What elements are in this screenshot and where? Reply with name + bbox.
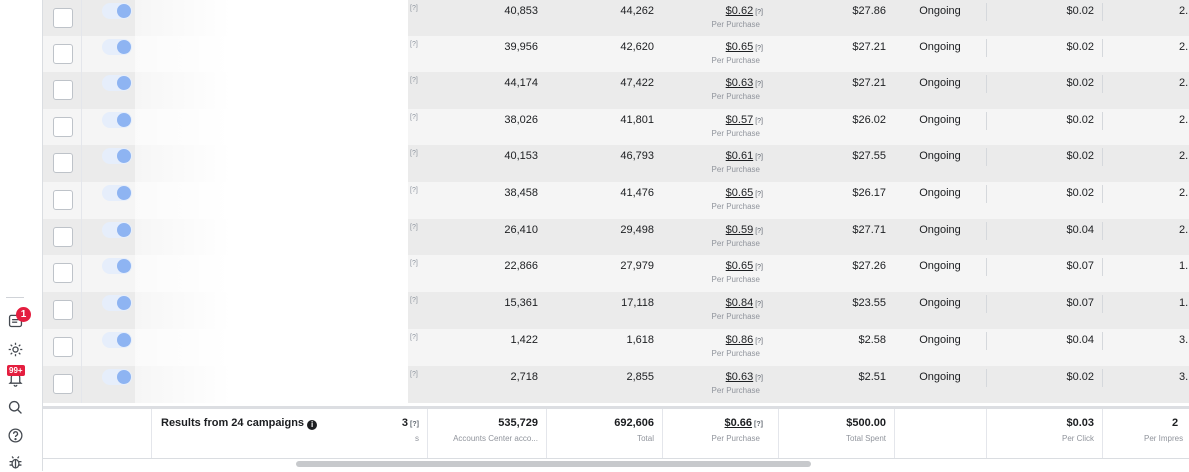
campaign-toggle[interactable] [102, 222, 132, 238]
cost-per-purchase-link[interactable]: $0.63 [725, 77, 754, 89]
cost-per-purchase-link[interactable]: $0.86 [725, 334, 754, 346]
row-select-cell [43, 219, 82, 256]
accounts-center-cell: 26,410 [504, 224, 538, 236]
cost-per-purchase-link[interactable]: $0.65 [725, 41, 754, 53]
total-cell: 2,855 [626, 371, 654, 383]
toggle-knob [117, 149, 131, 163]
info-mark[interactable]: [?] [410, 297, 418, 304]
row-checkbox[interactable] [53, 117, 73, 137]
truncated-metric-cell: 2. [1179, 77, 1189, 89]
table-row[interactable] [43, 255, 1189, 292]
cost-per-purchase-cell: $0.57 [?] Per Purchase [711, 114, 763, 138]
cost-per-click-cell: $0.02 [1066, 371, 1094, 383]
info-icon[interactable]: i [307, 420, 317, 430]
table-row[interactable] [43, 36, 1189, 73]
schedule-status-cell: Ongoing [919, 334, 961, 346]
info-mark[interactable]: [?] [410, 224, 418, 231]
summary-status-blank-cell [894, 409, 987, 461]
truncated-metric-cell: 2. [1179, 5, 1189, 17]
cost-per-purchase-link[interactable]: $0.63 [725, 371, 754, 383]
accounts-center-cell: 1,422 [510, 334, 538, 346]
row-checkbox[interactable] [53, 8, 73, 28]
toggle-knob [117, 223, 131, 237]
amount-spent-cell: $26.17 [852, 187, 886, 199]
amount-spent-cell: $27.21 [852, 77, 886, 89]
row-select-cell [43, 145, 82, 182]
campaign-toggle[interactable] [102, 369, 132, 385]
schedule-status-cell: Ongoing [919, 260, 961, 272]
row-select-cell [43, 0, 82, 37]
cost-per-click-cell: $0.02 [1066, 187, 1094, 199]
toggle-knob [117, 333, 131, 347]
info-mark[interactable]: [?] [410, 41, 418, 48]
campaign-name-cell[interactable] [135, 366, 408, 403]
row-checkbox[interactable] [53, 227, 73, 247]
settings-icon[interactable] [5, 339, 25, 359]
schedule-status-cell: Ongoing [919, 5, 961, 17]
accounts-center-cell: 38,458 [504, 187, 538, 199]
info-mark[interactable]: [?] [410, 260, 418, 267]
cost-per-purchase-link[interactable]: $0.84 [725, 297, 754, 309]
cost-per-purchase-link[interactable]: $0.61 [725, 150, 754, 162]
info-mark[interactable]: [?] [410, 371, 418, 378]
row-checkbox[interactable] [53, 190, 73, 210]
table-row[interactable] [43, 72, 1189, 109]
campaign-toggle[interactable] [102, 75, 132, 91]
row-checkbox[interactable] [53, 263, 73, 283]
schedule-status-cell: Ongoing [919, 77, 961, 89]
left-nav-rail [0, 0, 30, 471]
cost-per-purchase-link[interactable]: $0.65 [725, 260, 754, 272]
table-row[interactable] [43, 182, 1189, 219]
row-select-cell [43, 329, 82, 366]
scrollbar-thumb[interactable] [296, 461, 811, 467]
cost-per-click-cell: $0.07 [1066, 260, 1094, 272]
bug-icon[interactable] [5, 452, 25, 472]
cost-per-click-cell: $0.02 [1066, 41, 1094, 53]
schedule-status-cell: Ongoing [919, 114, 961, 126]
schedule-status-cell: Ongoing [919, 224, 961, 236]
row-select-cell [43, 72, 82, 109]
search-icon[interactable] [5, 397, 25, 417]
accounts-center-cell: 38,026 [504, 114, 538, 126]
campaign-toggle[interactable] [102, 39, 132, 55]
row-checkbox[interactable] [53, 374, 73, 394]
accounts-center-cell: 2,718 [510, 371, 538, 383]
amount-spent-cell: $27.86 [852, 5, 886, 17]
truncated-metric-cell: 2. [1179, 187, 1189, 199]
cost-per-click-cell: $0.04 [1066, 224, 1094, 236]
truncated-metric-cell: 2. [1179, 41, 1189, 53]
accounts-center-cell: 44,174 [504, 77, 538, 89]
total-cell: 17,118 [621, 297, 654, 309]
table-row[interactable] [43, 0, 1189, 37]
table-row[interactable] [43, 109, 1189, 146]
cost-per-purchase-cell: $0.61 [?] Per Purchase [711, 150, 763, 174]
alerts-count-badge: 99+ [9, 366, 23, 375]
horizontal-scrollbar[interactable] [43, 458, 1189, 471]
row-select-cell [43, 255, 82, 292]
schedule-status-cell: Ongoing [919, 187, 961, 199]
truncated-metric-cell: 1. [1179, 297, 1189, 309]
summary-total-cell: 692,606 Total [546, 409, 663, 461]
toggle-knob [117, 113, 131, 127]
accounts-center-cell: 15,361 [504, 297, 538, 309]
campaign-name-cell[interactable] [135, 255, 408, 292]
notification-count-badge: 1 [16, 307, 31, 322]
accounts-center-cell: 39,956 [504, 41, 538, 53]
cost-per-purchase-cell: $0.84 [?] Per Purchase [711, 297, 763, 321]
row-checkbox[interactable] [53, 44, 73, 64]
summary-title: Results from 24 campaigns i [161, 417, 317, 430]
campaign-name-cell[interactable] [135, 0, 408, 37]
campaign-toggle[interactable] [102, 112, 132, 128]
toggle-knob [117, 40, 131, 54]
cost-per-purchase-cell: $0.65 [?] Per Purchase [711, 187, 763, 211]
table-row[interactable] [43, 145, 1189, 182]
campaign-toggle[interactable] [102, 3, 132, 19]
toggle-knob [117, 4, 131, 18]
campaign-toggle[interactable] [102, 295, 132, 311]
campaign-toggle[interactable] [102, 258, 132, 274]
row-checkbox[interactable] [53, 153, 73, 173]
total-cell: 42,620 [620, 41, 654, 53]
info-mark[interactable]: [?] [410, 77, 418, 84]
amount-spent-cell: $27.71 [852, 224, 886, 236]
campaign-name-cell[interactable] [135, 329, 408, 366]
info-mark[interactable]: [?] [410, 187, 418, 194]
total-cell: 47,422 [620, 77, 654, 89]
cost-per-purchase-link[interactable]: $0.59 [725, 224, 754, 236]
cost-per-purchase-cell: $0.65 [?] Per Purchase [711, 41, 763, 65]
amount-spent-cell: $27.55 [852, 150, 886, 162]
amount-spent-cell: $26.02 [852, 114, 886, 126]
truncated-metric-cell: 1. [1179, 260, 1189, 272]
total-cell: 46,793 [620, 150, 654, 162]
total-cell: 27,979 [620, 260, 654, 272]
info-mark[interactable]: [?] [410, 334, 418, 341]
toggle-knob [117, 76, 131, 90]
toggle-knob [117, 259, 131, 273]
cost-per-purchase-cell: $0.62 [?] Per Purchase [711, 5, 763, 29]
summary-total-spent-cell: $500.00 Total Spent [778, 409, 895, 461]
amount-spent-cell: $27.26 [852, 260, 886, 272]
total-cell: 29,498 [620, 224, 654, 236]
accounts-center-cell: 40,853 [504, 5, 538, 17]
schedule-status-cell: Ongoing [919, 150, 961, 162]
summary-per-click-cell: $0.03 Per Click [986, 409, 1103, 461]
cost-per-click-cell: $0.02 [1066, 77, 1094, 89]
campaign-name-cell[interactable] [135, 72, 408, 109]
summary-accounts-center-cell: 535,729 Accounts Center acco... [428, 409, 547, 461]
total-cell: 1,618 [626, 334, 654, 346]
info-mark[interactable]: [?] [410, 150, 418, 157]
summary-blank-cell [43, 409, 152, 461]
cost-per-purchase-link[interactable]: $0.62 [725, 5, 754, 17]
campaign-name-cell[interactable] [135, 219, 408, 256]
cost-per-click-cell: $0.02 [1066, 150, 1094, 162]
amount-spent-cell: $2.58 [858, 334, 886, 346]
truncated-metric-cell: 3. [1179, 371, 1189, 383]
row-select-cell [43, 36, 82, 73]
truncated-metric-cell: 2. [1179, 114, 1189, 126]
cost-per-purchase-cell: $0.63 [?] Per Purchase [711, 77, 763, 101]
table-row[interactable] [43, 292, 1189, 329]
cost-per-click-cell: $0.04 [1066, 334, 1094, 346]
cost-per-click-cell: $0.02 [1066, 114, 1094, 126]
cost-per-purchase-cell: $0.63 [?] Per Purchase [711, 371, 763, 395]
row-select-cell [43, 292, 82, 329]
info-mark[interactable]: [?] [410, 114, 418, 121]
row-checkbox[interactable] [53, 300, 73, 320]
campaign-toggle[interactable] [102, 185, 132, 201]
campaign-name-cell[interactable] [135, 145, 408, 182]
summary-cpp-link[interactable]: $0.66 [724, 417, 753, 429]
schedule-status-cell: Ongoing [919, 297, 961, 309]
row-select-cell [43, 366, 82, 403]
row-select-cell [43, 109, 82, 146]
accounts-center-cell: 40,153 [504, 150, 538, 162]
toggle-knob [117, 296, 131, 310]
accounts-center-cell: 22,866 [504, 260, 538, 272]
campaign-name-cell[interactable] [135, 182, 408, 219]
amount-spent-cell: $27.21 [852, 41, 886, 53]
cost-per-purchase-link[interactable]: $0.57 [725, 114, 754, 126]
summary-cost-per-purchase-cell: $0.66 [?] Per Purchase [662, 409, 779, 461]
cost-per-purchase-cell: $0.65 [?] Per Purchase [711, 260, 763, 284]
amount-spent-cell: $2.51 [858, 371, 886, 383]
campaigns-table [42, 0, 1189, 471]
campaign-toggle[interactable] [102, 148, 132, 164]
schedule-status-cell: Ongoing [919, 41, 961, 53]
rail-divider [6, 297, 24, 298]
row-select-cell [43, 182, 82, 219]
campaign-name-cell[interactable] [135, 292, 408, 329]
cost-per-click-cell: $0.02 [1066, 5, 1094, 17]
total-cell: 44,262 [620, 5, 654, 17]
cost-per-purchase-cell: $0.59 [?] Per Purchase [711, 224, 763, 248]
info-mark[interactable]: [?] [410, 5, 418, 12]
summary-per-impression-cell: 2 Per Impres [1144, 417, 1184, 443]
campaign-name-cell[interactable] [135, 109, 408, 146]
truncated-metric-cell: 2. [1179, 224, 1189, 236]
truncated-metric-cell: 2. [1179, 150, 1189, 162]
truncated-metric-cell: 3. [1179, 334, 1189, 346]
summary-partial-cell: 3 [?] s [383, 409, 428, 461]
row-checkbox[interactable] [53, 80, 73, 100]
cost-per-purchase-cell: $0.86 [?] Per Purchase [711, 334, 763, 358]
total-cell: 41,801 [620, 114, 654, 126]
table-row[interactable] [43, 366, 1189, 403]
total-cell: 41,476 [620, 187, 654, 199]
campaign-toggle[interactable] [102, 332, 132, 348]
help-icon[interactable] [5, 425, 25, 445]
table-row[interactable] [43, 329, 1189, 366]
toggle-knob [117, 186, 131, 200]
cost-per-click-cell: $0.07 [1066, 297, 1094, 309]
amount-spent-cell: $23.55 [852, 297, 886, 309]
toggle-knob [117, 370, 131, 384]
cost-per-purchase-link[interactable]: $0.65 [725, 187, 754, 199]
schedule-status-cell: Ongoing [919, 371, 961, 383]
table-row[interactable] [43, 219, 1189, 256]
row-checkbox[interactable] [53, 337, 73, 357]
table-summary-row [43, 406, 1189, 461]
campaign-name-cell[interactable] [135, 36, 408, 73]
